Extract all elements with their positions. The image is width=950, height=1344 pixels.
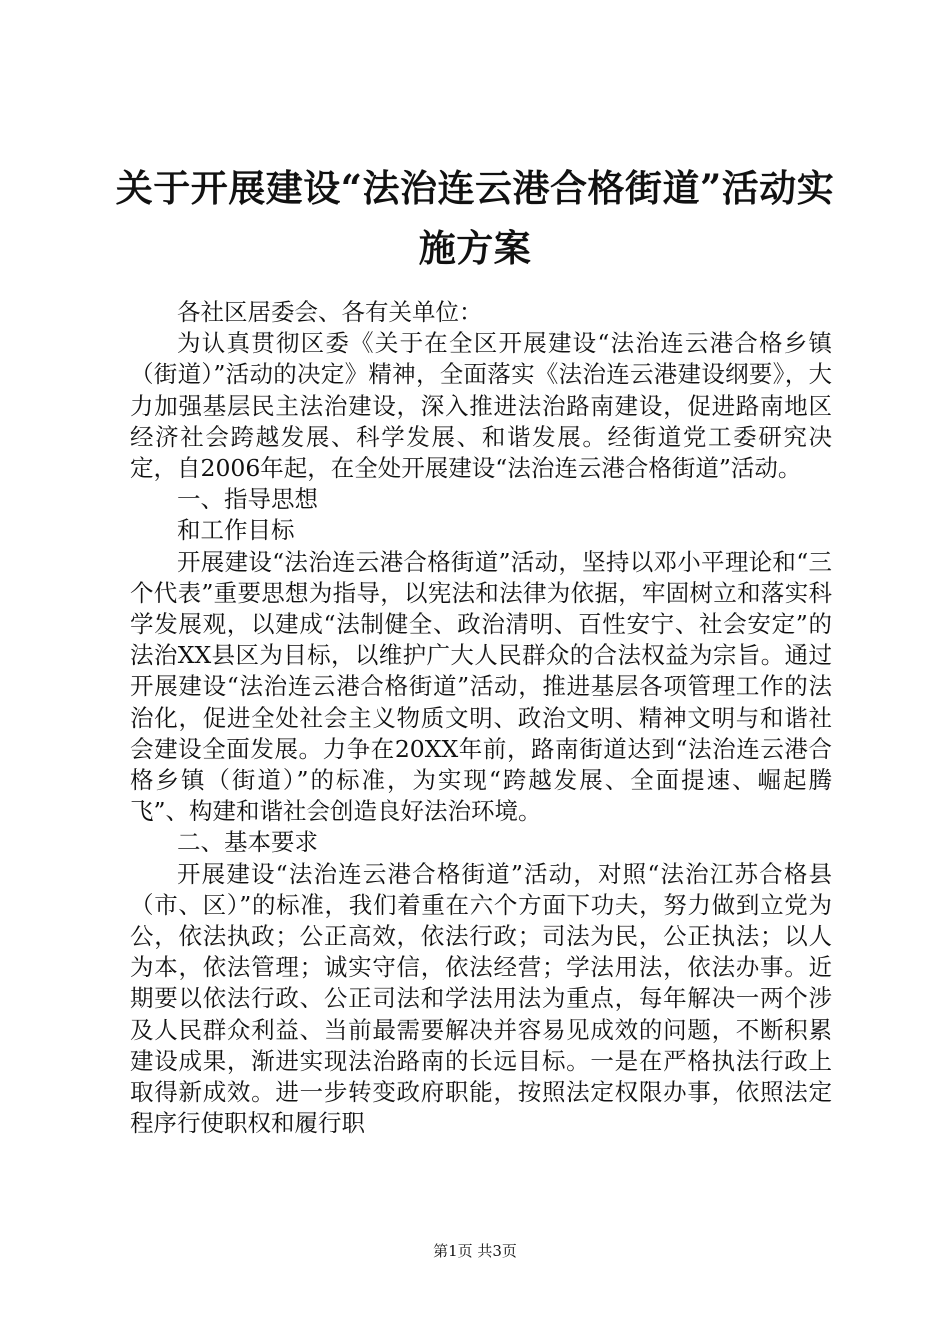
- paragraph-intro: 为认真贯彻区委《关于在全区开展建设“法治连云港合格乡镇（街道）”活动的决定》精神，全面落实《法治连云港建设纲要》，大力加强基层民主法治建设，深入推进法治路南建设，促进路南地区经济社会跨越发展、科学发展、和谐发展。经街道党工委研究决定，自2006年起，在全处开展建设“法治连云港合格街道”活动。: [130, 329, 832, 483]
- document-title: 关于开展建设“法治连云港合格街道”活动实施方案: [115, 166, 835, 270]
- section-heading-basic-requirements: 二、基本要求: [177, 828, 318, 857]
- salutation: 各社区居委会、各有关单位：: [177, 298, 483, 326]
- section-heading-guiding-thought: 一、指导思想: [177, 485, 318, 514]
- section-heading-work-goals: 和工作目标: [177, 516, 295, 545]
- paragraph-guiding-thought: 开展建设“法治连云港合格街道”活动，坚持以邓小平理论和“三个代表”重要思想为指导，以宪法和法律为依据，牢固树立和落实科学发展观，以建成“法制健全、政治清明、百性安宁、社会安定”的法治XX县区为目标，以维护广大人民群众的合法权益为宗旨。通过开展建设“法治连云港合格街道”活动，推进基层各项管理工作的法治化，促进全处社会主义物质文明、政治文明、精神文明与和谐社会建设全面发展。力争在20XX年前，路南街道达到“法治连云港合格乡镇（街道）”的标准，为实现“跨越发展、全面提速、崛起腾飞”、构建和谐社会创造良好法治环境。: [130, 547, 832, 826]
- page-footer: 第1页 共3页: [433, 1242, 517, 1260]
- document-body: [130, 297, 832, 1139]
- paragraph-basic-requirements: 开展建设“法治连云港合格街道”活动，对照“法治江苏合格县（市、区）”的标准，我们着重在六个方面下功夫，努力做到立党为公，依法执政；公正高效，依法行政；司法为民，公正执法；以人为本，依法管理；诚实守信，依法经营；学法用法，依法办事。近期要以依法行政、公正司法和学法用法为重点，每年解决一两个涉及人民群众利益、当前最需要解决并容易见成效的问题，不断积累建设成果，渐进实现法治路南的长远目标。一是在严格执法行政上取得新成效。进一步转变政府职能，按照法定权限办事，依照法定程序行使职权和履行职: [130, 859, 832, 1138]
